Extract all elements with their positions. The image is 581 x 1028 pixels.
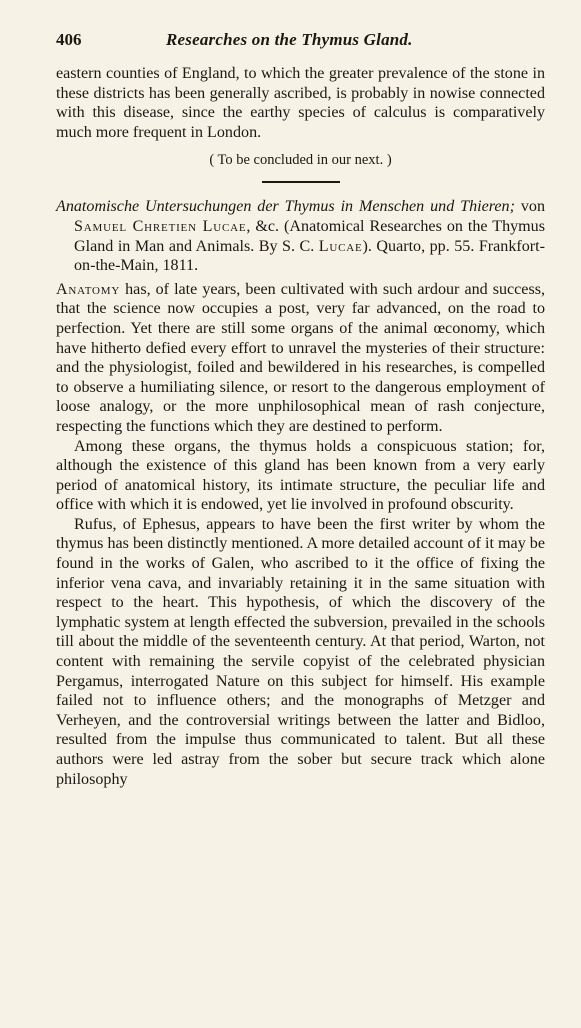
continuation-paragraph: eastern counties of England, to which the greater prevalence of the stone in these districts has been generally ascribed, is probably in nowise connected with this disease, since the earthy species of calculus is comparatively much more frequent in London.	[56, 65, 545, 141]
paragraph-anatomy	[56, 280, 545, 437]
review-title: Anatomische Untersuchungen der Thymus in Menschen und Thieren;	[56, 198, 515, 216]
paragraph-anatomy-text: has, of late years, been cultivated with such ardour and success, that the science now occupies a post, very far advanced, on the road to perfection. Yet there are still some organs of the animal œconomy, which have hitherto defied every effort to unravel the mysteries of their structure: and the physiologist, foiled and bewildered in his researches, is compelled to observe a humiliating silence, or resort to the dangerous employment of loose analogy, or the more unphilosophical mean of rash conjecture, respecting the functions which they are destined to perform.	[56, 280, 545, 435]
review-translation: , &c. (Anatomical Researches on the Thymus Gland in Man and Animals. By S. C.	[74, 217, 545, 255]
review-author-short: Lucae	[318, 237, 363, 255]
review-citation	[56, 197, 545, 275]
review-author: Samuel Chretien Lucae	[74, 217, 247, 235]
page-header	[56, 30, 545, 50]
section-divider	[262, 181, 340, 183]
review-imprint: ). Quarto, pp. 55. Frankfort-on-the-Main, 1811.	[74, 237, 545, 275]
paragraph-lead-word: Anatomy	[56, 280, 121, 298]
review-von: von	[514, 198, 545, 216]
page-number: 406	[56, 30, 82, 49]
paragraph-history: Rufus, of Ephesus, appears to have been the first writer by whom the thymus has been distinctly mentioned. A more detailed account of it may be found in the works of Galen, who ascribed to it the office of fixing the inferior vena cava, and invariably retaining it in the same situation with respect to the heart. This hypothesis, of which the discovery of the lymphatic system at length effected the subversion, prevailed in the schools till about the middle of the seventeenth century. At that period, Warton, not content with remaining the servile copyist of the celebrated physician Pergamus, interrogated Nature on this subject for himself. His example failed not to influence others; and the monographs of Metzger and Verheyen, and the controversial writings between the latter and Bidloo, resulted from the impulse thus communicated to talent. But all these authors were led astray from the sober but secure track which alone philosophy	[56, 515, 545, 788]
running-title: Researches on the Thymus Gland.	[166, 30, 413, 49]
continuation-note: ( To be concluded in our next. )	[209, 152, 392, 169]
paragraph-thymus-station: Among these organs, the thymus holds a conspicuous station; for, although the existence of this gland has been known from a very early period of anatomical history, its intimate structure, the peculiar life and office with which it is endowed, yet lie involved in profound obscurity.	[56, 437, 545, 514]
